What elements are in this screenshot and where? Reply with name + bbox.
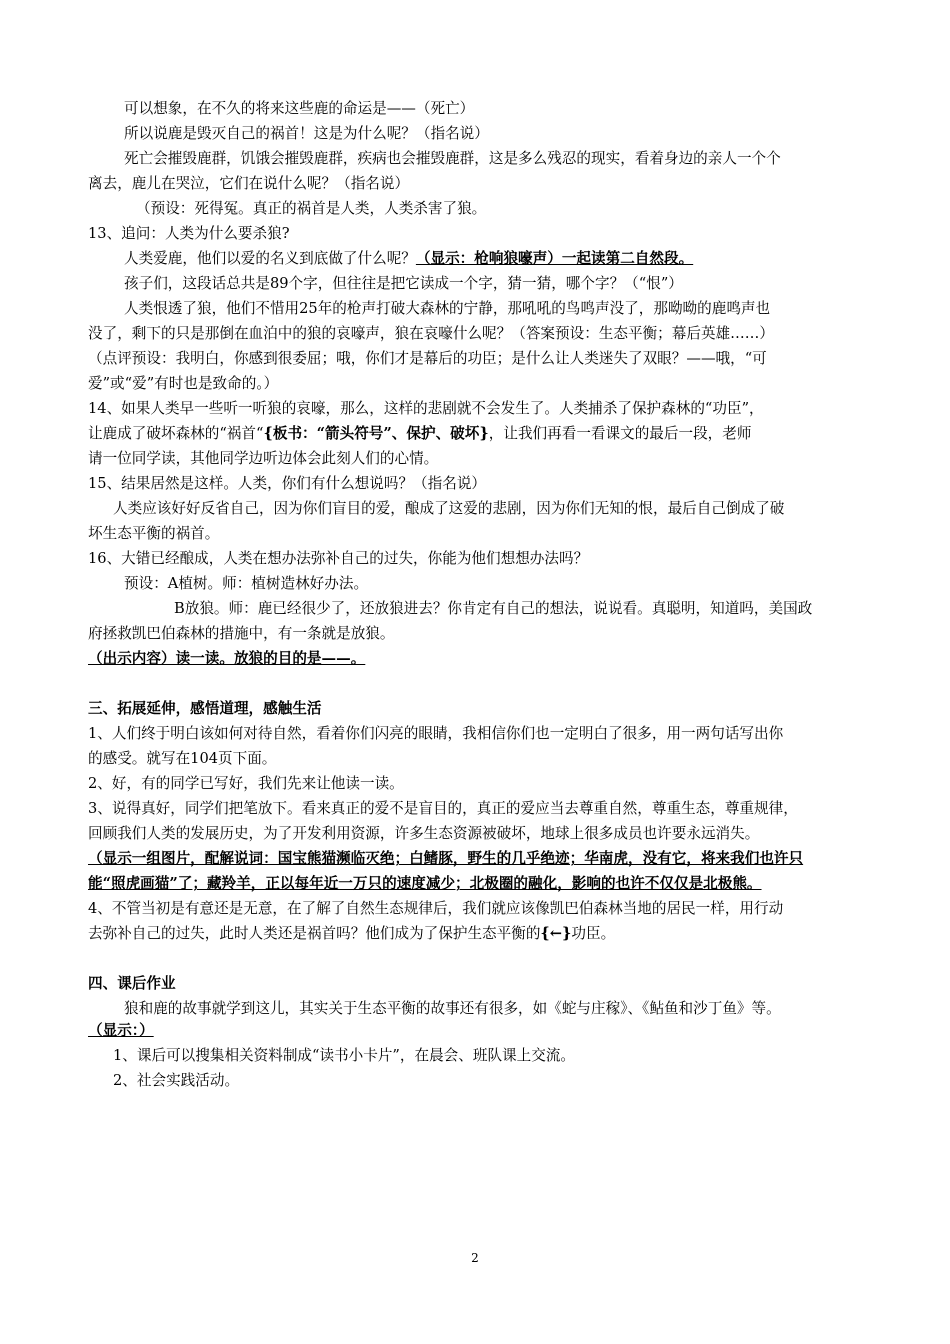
board-note: {←} xyxy=(540,925,572,942)
text-segment: 让鹿成了破坏森林的“祸首“ xyxy=(88,425,264,442)
paragraph-line: 2、好，有的同学已写好，我们先来让他读一读。 xyxy=(88,775,404,792)
paragraph-line: 所以说鹿是毁灭自己的祸首！这是为什么呢？（指名说） xyxy=(124,125,489,142)
paragraph-line: 15、结果居然是这样。人类，你们有什么想说吗？（指名说） xyxy=(88,475,487,492)
paragraph-line: 预设：A植树。师：植树造林好办法。 xyxy=(124,575,369,592)
display-note: （显示：） xyxy=(88,1022,154,1039)
paragraph-line: 3、说得真好，同学们把笔放下。看来真正的爱不是盲目的，真正的爱应当去尊重自然，尊重生态，尊重规律， xyxy=(88,800,798,817)
paragraph-line: 没了，剩下的只是那倒在血泊中的狼的哀嚎声，狼在哀嚎什么呢？（答案预设：生态平衡；幕后英雄……） xyxy=(88,325,774,342)
section-heading: 四、课后作业 xyxy=(88,975,176,992)
display-note: （显示一组图片，配解说词：国宝熊猫濒临灭绝；白鳍豚，野生的几乎绝迹；华南虎，没有它，将来我们也许只 xyxy=(88,850,804,867)
text-segment: 功臣。 xyxy=(571,925,616,942)
list-item: 2、社会实践活动。 xyxy=(113,1072,240,1089)
text-segment: 去弥补自己的过失，此时人类还是祸首吗？他们成为了保护生态平衡的 xyxy=(88,925,541,942)
paragraph-line: 离去，鹿儿在哭泣，它们在说什么呢？（指名说） xyxy=(88,175,410,192)
paragraph-line: （预设：死得冤。真正的祸首是人类，人类杀害了狼。 xyxy=(136,200,487,217)
page-number: 2 xyxy=(471,1251,479,1265)
paragraph-line: 1、人们终于明白该如何对待自然，看着你们闪亮的眼睛，我相信你们也一定明白了很多，用一两句话写出你 xyxy=(88,725,784,742)
display-note: （出示内容）读一读。放狼的目的是——。 xyxy=(88,650,366,667)
paragraph-line xyxy=(124,249,693,269)
paragraph-line: 爱”或“爱”有时也是致命的。） xyxy=(88,375,279,392)
paragraph-line: 16、大错已经酿成，人类在想办法弥补自己的过失，你能为他们想想办法吗？ xyxy=(88,550,589,567)
display-note: 能“照虎画猫”了；藏羚羊，正以每年近一万只的速度减少；北极圈的融化，影响的也许不仅仅是北极熊。 xyxy=(88,875,762,892)
board-note: {板书：“箭头符号”、保护、破坏} xyxy=(263,425,489,442)
paragraph-line xyxy=(88,424,751,444)
list-item: 1、课后可以搜集相关资料制成“读书小卡片”，在晨会、班队课上交流。 xyxy=(113,1047,576,1064)
paragraph-line: 13、追问：人类为什么要杀狼? xyxy=(88,225,290,242)
section-heading: 三、拓展延伸，感悟道理，感触生活 xyxy=(88,700,322,717)
paragraph-line: 人类恨透了狼，他们不惜用25年的枪声打破大森林的宁静，那吼吼的鸟鸣声没了，那呦呦的鹿鸣声也 xyxy=(124,300,771,317)
paragraph-line: 请一位同学读，其他同学边听边体会此刻人们的心情。 xyxy=(88,450,439,467)
paragraph-line: 可以想象，在不久的将来这些鹿的命运是——（死亡） xyxy=(124,100,475,117)
paragraph-line: 死亡会摧毁鹿群，饥饿会摧毁鹿群，疾病也会摧毁鹿群，这是多么残忍的现实，看着身边的亲人一个个 xyxy=(124,150,781,167)
paragraph-line: 14、如果人类早一些听一听狼的哀嚎，那么，这样的悲剧就不会发生了。人类捕杀了保护森林的“功臣”， xyxy=(88,400,764,417)
paragraph-line: 4、不管当初是有意还是无意，在了解了自然生态规律后，我们就应该像凯巴伯森林当地的居民一样，用行动 xyxy=(88,900,784,917)
paragraph-line: 狼和鹿的故事就学到这儿，其实关于生态平衡的故事还有很多，如《蛇与庄稼》、《鲇鱼和沙丁鱼》等。 xyxy=(124,1000,781,1017)
paragraph-line: 孩子们，这段话总共是89个字，但往往是把它读成一个字，猜一猜，哪个字？（“恨”） xyxy=(124,275,683,292)
paragraph-line: 的感受。就写在104页下面。 xyxy=(88,750,277,767)
text-segment: ，让我们再看一看课文的最后一段，老师 xyxy=(488,425,752,442)
paragraph-line: 坏生态平衡的祸首。 xyxy=(88,525,220,542)
paragraph-line: （点评预设：我明白，你感到很委屈；哦，你们才是幕后的功臣；是什么让人类迷失了双眼？——哦，“可 xyxy=(88,350,767,367)
paragraph-line: B放狼。师：鹿已经很少了，还放狼进去？你肯定有自己的想法，说说看。真聪明，知道吗，美国政 xyxy=(174,600,813,617)
text-segment: 人类爱鹿，他们以爱的名义到底做了什么呢？ xyxy=(124,250,416,267)
display-note: （显示：枪响狼嚎声）一起读第二自然段。 xyxy=(415,250,694,267)
paragraph-line: 府拯救凯巴伯森林的措施中，有一条就是放狼。 xyxy=(88,625,395,642)
paragraph-line: 人类应该好好反省自己，因为你们盲目的爱，酿成了这爱的悲剧，因为你们无知的恨，最后自己倒成了破 xyxy=(113,500,785,517)
paragraph-line: 回顾我们人类的发展历史，为了开发利用资源，许多生态资源被破坏，地球上很多成员也许要永远消失。 xyxy=(88,825,760,842)
paragraph-line xyxy=(88,924,615,944)
